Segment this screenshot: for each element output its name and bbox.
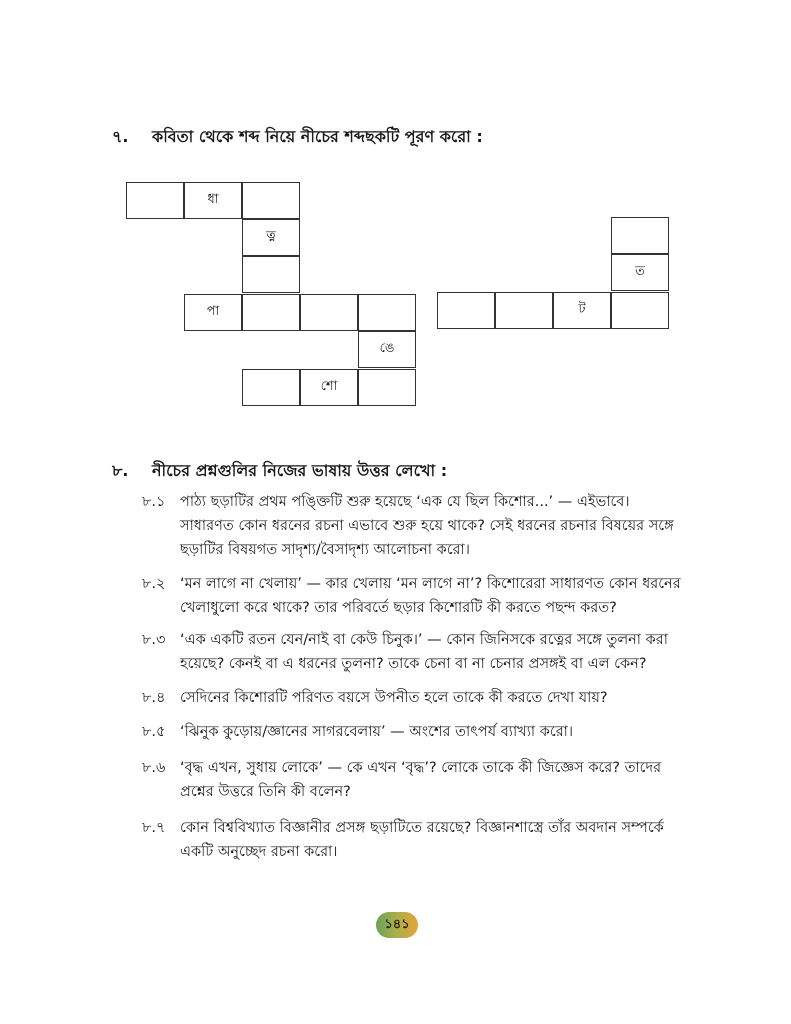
sub-question-number: ৮.৫: [142, 724, 166, 740]
crossword-cell[interactable]: শো: [300, 369, 358, 406]
sub-question-8-6: [142, 756, 682, 804]
sub-question-number: ৮.৩: [142, 632, 166, 648]
crossword-cell[interactable]: ট: [553, 292, 611, 329]
sub-question-text: ‘মন লাগে না খেলায়’ — কার খেলায় ‘মন লাগে না’? কিশোরেরা সাধারণত কোন ধরনের খেলাধুলো করে থাকে? তার পরিবর্তে ছড়ার কিশোরটি কী করতে পছন্দ করত?: [180, 576, 681, 616]
question-8-heading: [112, 458, 447, 485]
sub-question-8-4: [142, 686, 682, 710]
sub-question-8-3: [142, 628, 682, 676]
question-number: ৮.: [112, 461, 129, 480]
sub-question-text: ‘বৃদ্ধ এখন, সুধায় লোকে’ — কে এখন ‘বৃদ্ধ’? লোকে তাকে কী জিজ্ঞেস করে? তাদের প্রশ্নের উত্তরে তিনি কী বলেন?: [180, 760, 662, 800]
question-text: কবিতা থেকে শব্দ নিয়ে নীচের শব্দছকটি পূরণ করো :: [152, 127, 483, 146]
sub-question-text: ‘ঝিনুক কুড়োয়/জ্ঞানের সাগরবেলায়’ — অংশের তাৎপর্য ব্যাখ্যা করো।: [180, 724, 574, 740]
sub-question-8-2: [142, 572, 682, 620]
crossword-cell[interactable]: ত্ন: [242, 219, 300, 256]
sub-question-8-7: [142, 816, 682, 864]
crossword-cell[interactable]: [358, 369, 416, 406]
sub-question-number: ৮.১: [142, 494, 166, 510]
question-number: ৭.: [112, 127, 129, 146]
sub-question-8-1: [142, 490, 682, 562]
sub-question-text: সেদিনের কিশোরটি পরিণত বয়সে উপনীত হলে তাকে কী করতে দেখা যায়?: [180, 690, 608, 706]
crossword-cell[interactable]: [495, 292, 553, 329]
sub-question-text: পাঠ্য ছড়াটির প্রথম পঙ্ক্তিটি শুরু হয়েছে ‘এক যে ছিল কিশোর...’ — এইভাবে। সাধারণত কোন ধরনের রচনা এভাবে শুরু হয়ে থাকে? সেই ধরনের রচনার বিষয়ের সঙ্গে ছড়াটির বিষয়গত সাদৃশ্য/বৈসাদৃশ্য আলোচনা করো।: [180, 494, 674, 558]
sub-question-number: ৮.৭: [142, 820, 166, 836]
crossword-cell[interactable]: [300, 294, 358, 331]
sub-question-number: ৮.৬: [142, 760, 166, 776]
crossword-cell[interactable]: [242, 256, 300, 293]
crossword-cell[interactable]: [358, 294, 416, 331]
sub-question-text: কোন বিশ্ববিখ্যাত বিজ্ঞানীর প্রসঙ্গ ছড়াটিতে রয়েছে? বিজ্ঞানশাস্ত্রে তাঁর অবদান সম্পর্কে একটি অনুচ্ছেদ রচনা করো।: [180, 820, 664, 860]
question-text: নীচের প্রশ্নগুলির নিজের ভাষায় উত্তর লেখো :: [152, 461, 448, 480]
sub-question-text: ‘এক একটি রতন যেন/নাই বা কেউ চিনুক।’ — কোন জিনিসকে রত্নের সঙ্গে তুলনা করা হয়েছে? কেনই বা এ ধরনের তুলনা? তাকে চেনা বা না চেনার প্রসঙ্গই বা এল কেন?: [180, 632, 668, 672]
sub-question-number: ৮.৪: [142, 690, 166, 706]
crossword-cell[interactable]: ত: [611, 254, 669, 291]
page-number-badge: [376, 912, 418, 938]
page-number: ১৪১: [384, 916, 410, 932]
crossword-cell[interactable]: ধা: [184, 182, 242, 219]
crossword-cell[interactable]: ঙে: [358, 331, 416, 368]
crossword-cell[interactable]: [611, 217, 669, 254]
question-7-heading: [112, 124, 483, 151]
crossword-cell[interactable]: [242, 369, 300, 406]
crossword-cell[interactable]: [126, 182, 184, 219]
crossword-cell[interactable]: পা: [184, 294, 242, 331]
sub-question-number: ৮.২: [142, 576, 166, 592]
crossword-cell[interactable]: [242, 182, 300, 219]
crossword-cell[interactable]: [437, 292, 495, 329]
sub-question-8-5: [142, 720, 682, 744]
crossword-cell[interactable]: [611, 292, 669, 329]
crossword-cell[interactable]: [242, 294, 300, 331]
